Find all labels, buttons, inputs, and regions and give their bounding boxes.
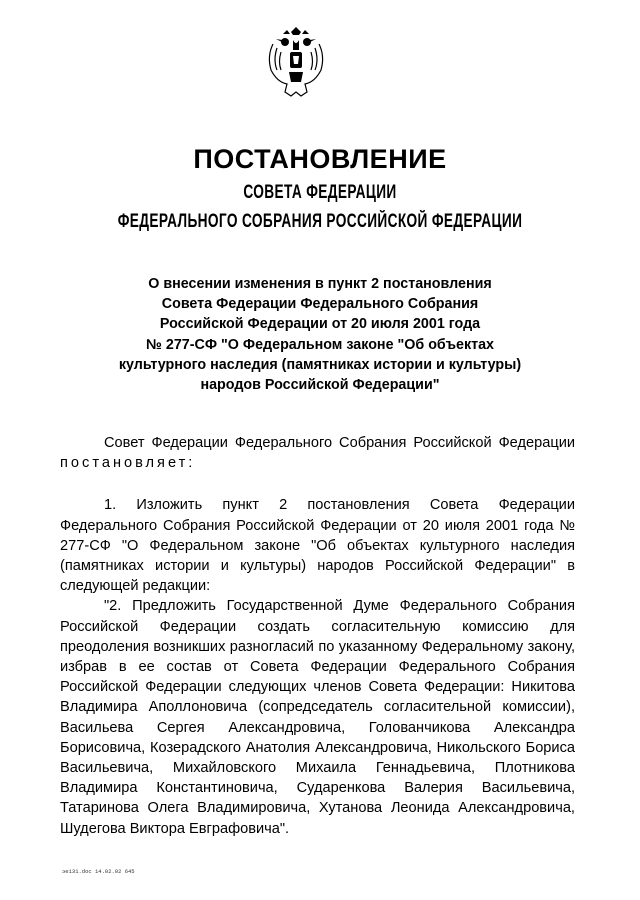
subject-line: культурного наследия (памятниках истории и культуры) bbox=[118, 356, 522, 373]
file-code-footer: эе131.doc 14.02.02 645 bbox=[62, 868, 135, 875]
subject-line: народов Российской Федерации" bbox=[200, 377, 440, 394]
intro-verb: постановляет: bbox=[60, 455, 196, 472]
document-body bbox=[60, 433, 575, 839]
document-subtitle-line1: СОВЕТА ФЕДЕРАЦИИ bbox=[243, 182, 397, 203]
intro-text: Совет Федерации Федерального Собрания Российской Федерации bbox=[104, 435, 575, 451]
subject-line: Российской Федерации от 20 июля 2001 года bbox=[159, 316, 481, 333]
subject-line: № 277-СФ "О Федеральном законе "Об объектах bbox=[146, 336, 494, 353]
item-1-paragraph: 1. Изложить пункт 2 постановления Совета Федерации Федерального Собрания Российской Федерации от 20 июля 2001 года № 277-СФ "О Федеральном законе "Об объектах культурного наследия (памятниках истории и культуры) народов Российской Федерации" в следующей редакции: bbox=[60, 497, 575, 595]
coat-of-arms-emblem bbox=[263, 26, 329, 106]
subject-line: Совета Федерации Федерального Собрания bbox=[161, 296, 479, 313]
document-title: ПОСТАНОВЛЕНИЕ bbox=[193, 144, 447, 174]
subject-line: О внесении изменения в пункт 2 постановления bbox=[148, 276, 492, 292]
item-2-paragraph: "2. Предложить Государственной Думе Федерального Собрания Российской Федерации создать согласительную комиссию для преодоления возникших разногласий по указанному Федеральному закону, избрав в ее состав от Совета Федерации Федерального Собрания Российской Федерации следующих членов Совета Федерации: Никитова Владимира Аполлоновича (сопредседатель согласительной комиссии), Васильева Сергея Александровича, Голованчикова Александра Борисовича, Козерадского Анатолия Александровича, Никольского Бориса Васильевича, Михайловского Михаила Геннадьевича, Плотникова Владимира Константиновича, Сударенкова Валерия Васильевича, Татаринова Олега Владимировича, Хутанова Леонида Александровича, Шудегова Виктора Евграфовича". bbox=[60, 598, 575, 837]
document-subject bbox=[60, 274, 580, 395]
document-subtitle-line2: ФЕДЕРАЛЬНОГО СОБРАНИЯ РОССИЙСКОЙ ФЕДЕРАЦИИ bbox=[117, 211, 523, 232]
intro-paragraph bbox=[60, 433, 575, 473]
